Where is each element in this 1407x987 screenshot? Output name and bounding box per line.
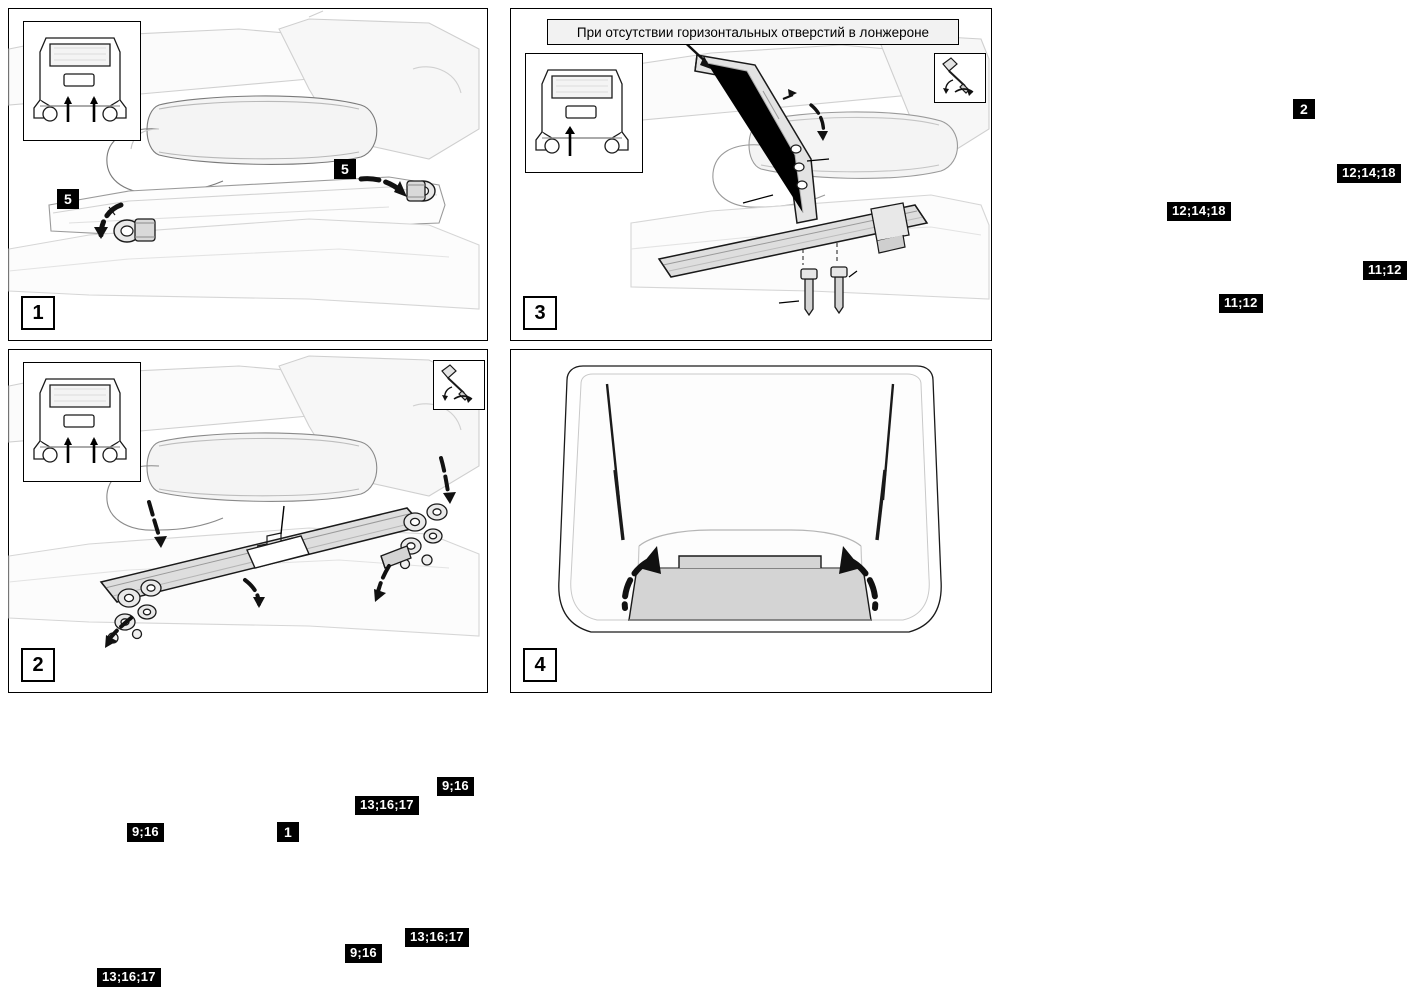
label-9-16-bottom: 9;16	[345, 944, 382, 963]
label-13-16-17-top: 13;16;17	[355, 796, 419, 815]
label-13-16-17-left: 13;16;17	[97, 968, 161, 987]
panel-step-2	[8, 349, 488, 984]
panel-4-illustration	[511, 350, 990, 691]
label-13-16-17-right: 13;16;17	[405, 928, 469, 947]
label-12-14-18-right: 12;14;18	[1337, 164, 1401, 183]
vehicle-thumbnail-step-3	[525, 53, 643, 173]
vehicle-thumbnail-step-1	[23, 21, 141, 141]
screwdriver-torque-icon-step-2	[433, 360, 485, 410]
step-number-1: 1	[21, 296, 55, 330]
panel-step-4	[510, 349, 992, 693]
label-12-14-18-left: 12;14;18	[1167, 202, 1231, 221]
label-11-12-right: 11;12	[1363, 261, 1407, 280]
label-9-16-top-right: 9;16	[437, 777, 474, 796]
panel-step-1	[8, 8, 488, 341]
label-11-12-left: 11;12	[1219, 294, 1263, 313]
screwdriver-torque-icon-step-3	[934, 53, 986, 103]
panel-3-caption: При отсутствии горизонтальных отверстий в лонжероне	[547, 19, 959, 45]
label-5-right: 5	[334, 159, 356, 179]
label-part-1: 1	[277, 822, 299, 842]
step-number-4: 4	[523, 648, 557, 682]
label-part-2: 2	[1293, 99, 1315, 119]
label-9-16-left: 9;16	[127, 823, 164, 842]
step-number-2: 2	[21, 648, 55, 682]
label-5-left: 5	[57, 189, 79, 209]
panel-step-3	[510, 8, 1402, 341]
vehicle-thumbnail-step-2	[23, 362, 141, 482]
step-number-3: 3	[523, 296, 557, 330]
